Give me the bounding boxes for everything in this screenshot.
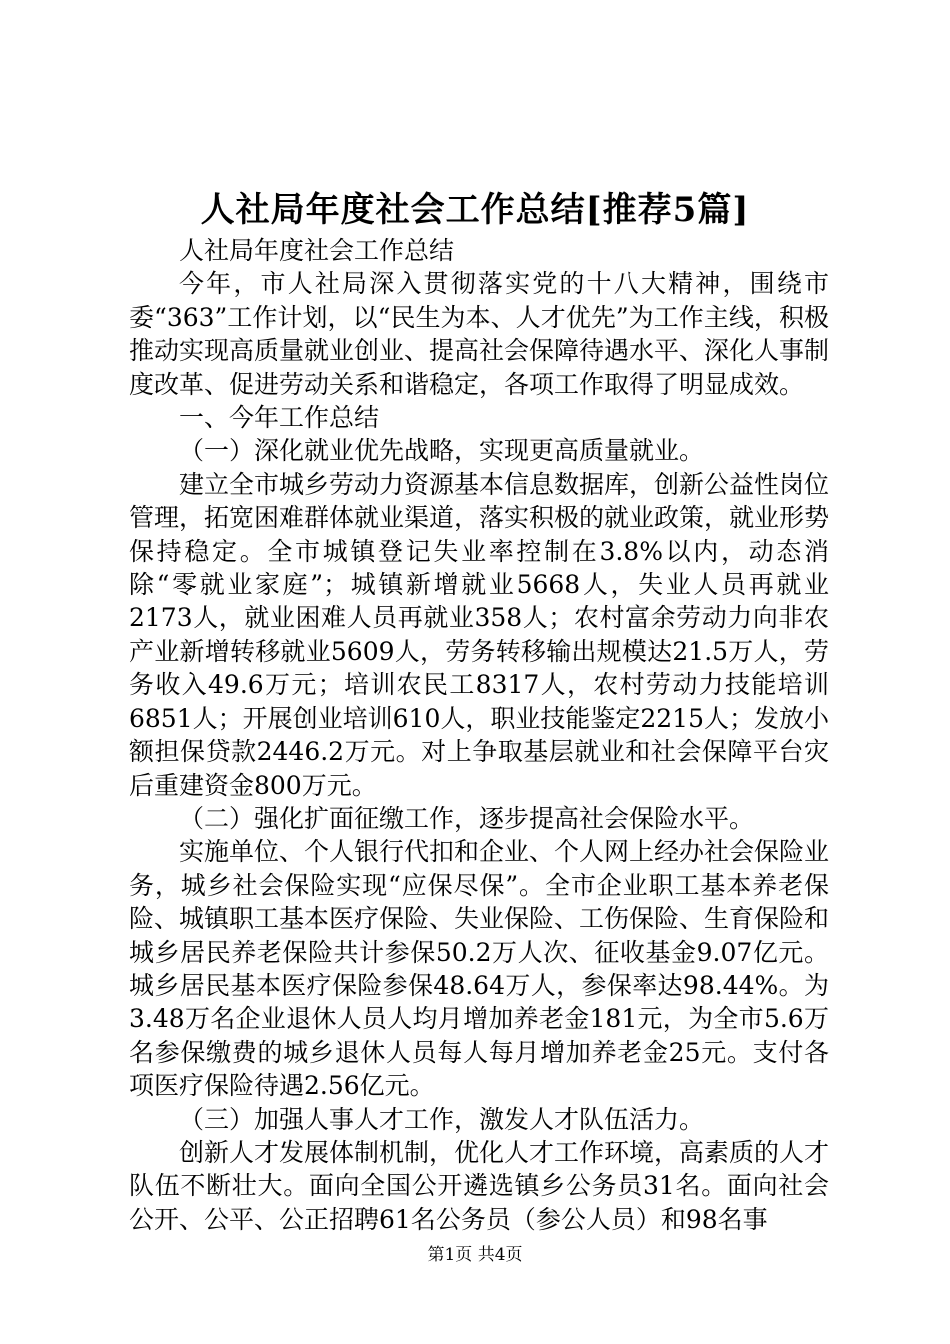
paragraph-social-insurance: 实施单位、个人银行代扣和企业、个人网上经办社会保险业务，城乡社会保险实现“应保尽保”。全市企业职工基本养老保险、城镇职工基本医疗保险、失业保险、工伤保险、生育保险和城乡居民养老保险共计参保50.2万人次、征收基金9.07亿元。城乡居民基本医疗保险参保48.64万人，参保率达98.44%。为3.48万名企业退休人员人均月增加养老金181元，为全市5.6万名参保缴费的城乡退休人员每人每月增加养老金25元。支付各项医疗保险待遇2.56亿元。 xyxy=(129,837,830,1101)
section-heading: 一、今年工作总结 xyxy=(179,403,380,433)
paragraph-employment: 建立全市城乡劳动力资源基本信息数据库，创新公益性岗位管理，拓宽困难群体就业渠道，落实积极的就业政策，就业形势保持稳定。全市城镇登记失业率控制在3.8%以内，动态消除“零就业家庭”；城镇新增就业5668人，失业人员再就业2173人，就业困难人员再就业358人；农村富余劳动力向非农产业新增转移就业5609人，劳务转移输出规模达21.5万人，劳务收入49.6万元；培训农民工8317人，农村劳动力技能培训6851人；开展创业培训610人，职业技能鉴定2215人；发放小额担保贷款2446.2万元。对上争取基层就业和社会保障平台灾后重建资金800万元。 xyxy=(129,469,830,800)
document-title: 人社局年度社会工作总结[推荐5篇] xyxy=(200,190,750,230)
subsection-heading-2: （二）强化扩面征缴工作，逐步提高社会保险水平。 xyxy=(179,803,755,833)
paragraph-subtitle: 人社局年度社会工作总结 xyxy=(179,236,455,265)
paragraph-intro: 今年，市人社局深入贯彻落实党的十八大精神，围绕市委“363”工作计划，以“民生为本、人才优先”为工作主线，积极推动实现高质量就业创业、提高社会保障待遇水平、深化人事制度改革、促进劳动关系和谐稳定，各项工作取得了明显成效。 xyxy=(129,269,830,399)
subsection-heading-3: （三）加强人事人才工作，激发人才队伍活力。 xyxy=(179,1104,705,1134)
paragraph-talent: 创新人才发展体制机制，优化人才工作环境，高素质的人才队伍不断壮大。面向全国公开遴选镇乡公务员31名。面向社会公开、公平、公正招聘61名公务员（参公人员）和98名事 xyxy=(129,1137,830,1234)
subsection-heading-1: （一）深化就业优先战略，实现更高质量就业。 xyxy=(179,436,705,466)
document-body xyxy=(129,234,829,1236)
page-footer: 第1页 共4页 xyxy=(427,1245,523,1265)
